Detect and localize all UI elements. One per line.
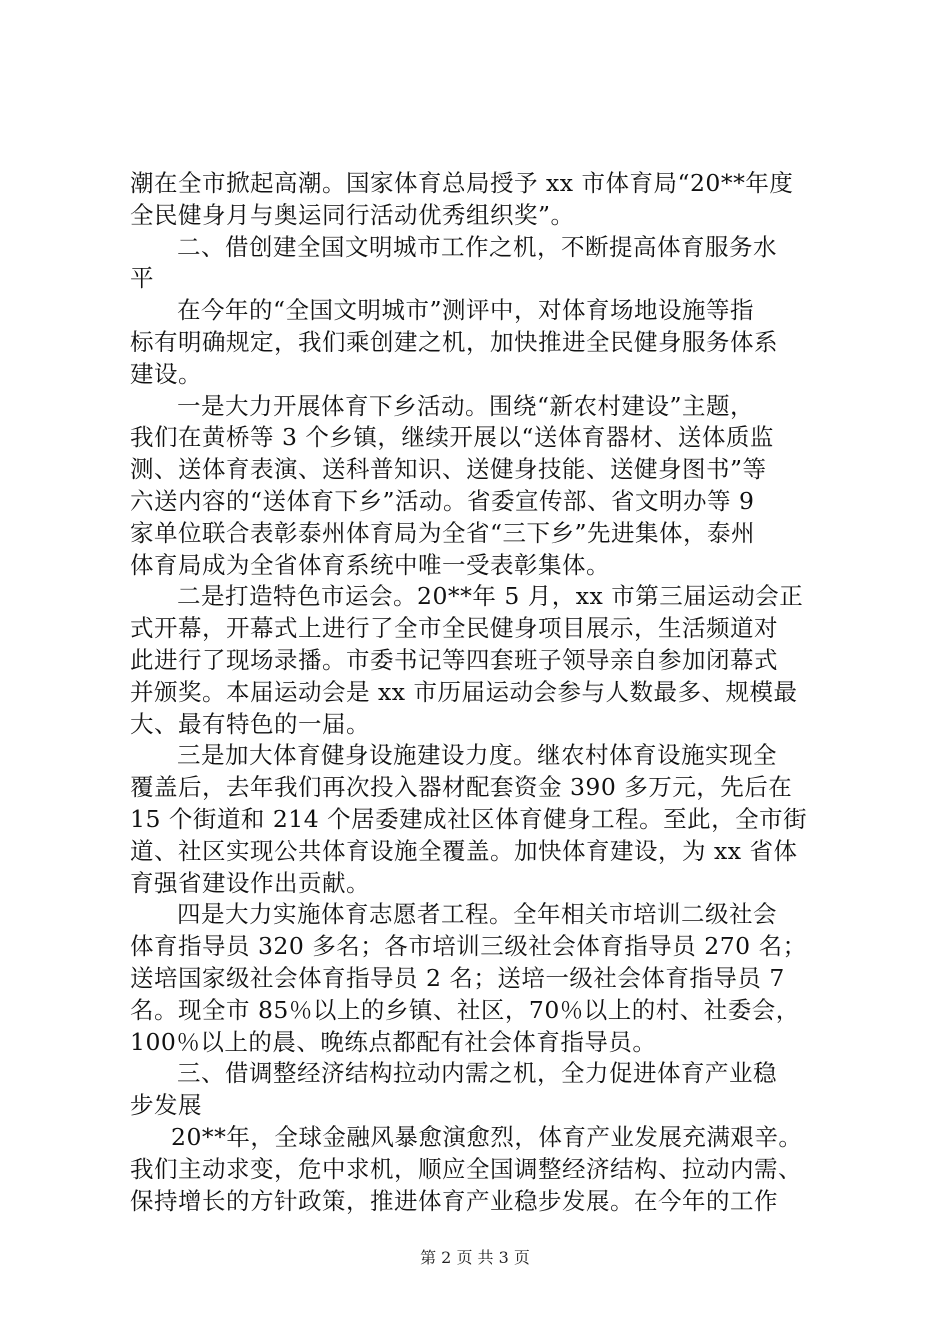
text-line: 六送内容的“送体育下乡”活动。省委宣传部、省文明办等 9 — [130, 486, 755, 515]
section-heading: 平 — [130, 264, 154, 293]
text-line: 15 个街道和 214 个居委建成社区体育健身工程。至此，全市街 — [130, 804, 808, 833]
section-heading: 步发展 — [130, 1091, 202, 1120]
text-line: 我们在黄桥等 3 个乡镇，继续开展以“送体育器材、送体质监 — [130, 423, 774, 452]
text-line: 道、社区实现公共体育设施全覆盖。加快体育建设，为 xx 省体 — [130, 836, 798, 865]
text-line: 四是大力实施体育志愿者工程。全年相关市培训二级社会 — [177, 900, 777, 929]
text-line: 标有明确规定，我们乘创建之机，加快推进全民健身服务体系 — [130, 327, 778, 356]
text-line: 体育指导员 320 多名；各市培训三级社会体育指导员 270 名； — [130, 932, 807, 961]
text-line: 此进行了现场录播。市委书记等四套班子领导亲自参加闭幕式 — [130, 645, 778, 674]
text-line: 名。现全市 85％以上的乡镇、社区，70％以上的村、社委会， — [130, 995, 800, 1024]
text-line: 保持增长的方针政策，推进体育产业稳步发展。在今年的工作 — [130, 1186, 778, 1215]
section-heading: 三、借调整经济结构拉动内需之机，全力促进体育产业稳 — [177, 1059, 777, 1088]
text-line: 100％以上的晨、晚练点都配有社会体育指导员。 — [130, 1027, 657, 1056]
text-line: 一是大力开展体育下乡活动。围绕“新农村建设”主题， — [177, 391, 755, 420]
text-line: 二是打造特色市运会。20**年 5 月，xx 市第三届运动会正 — [177, 582, 804, 611]
text-line: 全民健身月与奥运同行活动优秀组织奖”。 — [130, 200, 575, 229]
text-line: 20**年，全球金融风暴愈演愈烈，体育产业发展充满艰辛。 — [171, 1122, 803, 1151]
text-line: 三是加大体育健身设施建设力度。继农村体育设施实现全 — [177, 741, 777, 770]
text-line: 式开幕，开幕式上进行了全市全民健身项目展示，生活频道对 — [130, 614, 778, 643]
text-line: 我们主动求变，危中求机，顺应全国调整经济结构、拉动内需、 — [130, 1154, 802, 1183]
text-line: 家单位联合表彰泰州体育局为全省“三下乡”先进集体，泰州 — [130, 518, 756, 547]
text-line: 潮在全市掀起高潮。国家体育总局授予 xx 市体育局“20**年度 — [130, 169, 794, 197]
text-line: 覆盖后，去年我们再次投入器材配套资金 390 多万元，先后在 — [130, 773, 793, 802]
text-line: 体育局成为全省体育系统中唯一受表彰集体。 — [130, 550, 610, 579]
text-line: 育强省建设作出贡献。 — [130, 868, 370, 897]
page-number-footer: 第 2 页 共 3 页 — [420, 1248, 530, 1267]
text-line: 送培国家级社会体育指导员 2 名；送培一级社会体育指导员 7 — [130, 963, 785, 992]
section-heading: 二、借创建全国文明城市工作之机，不断提高体育服务水 — [177, 232, 777, 261]
document-body — [130, 168, 830, 1217]
text-line: 大、最有特色的一届。 — [130, 709, 370, 738]
text-line: 测、送体育表演、送科普知识、送健身技能、送健身图书”等 — [130, 455, 767, 484]
text-line: 建设。 — [130, 359, 202, 388]
text-line: 并颁奖。本届运动会是 xx 市历届运动会参与人数最多、规模最 — [130, 677, 798, 706]
text-line: 在今年的“全国文明城市”测评中，对体育场地设施等指 — [177, 296, 755, 325]
